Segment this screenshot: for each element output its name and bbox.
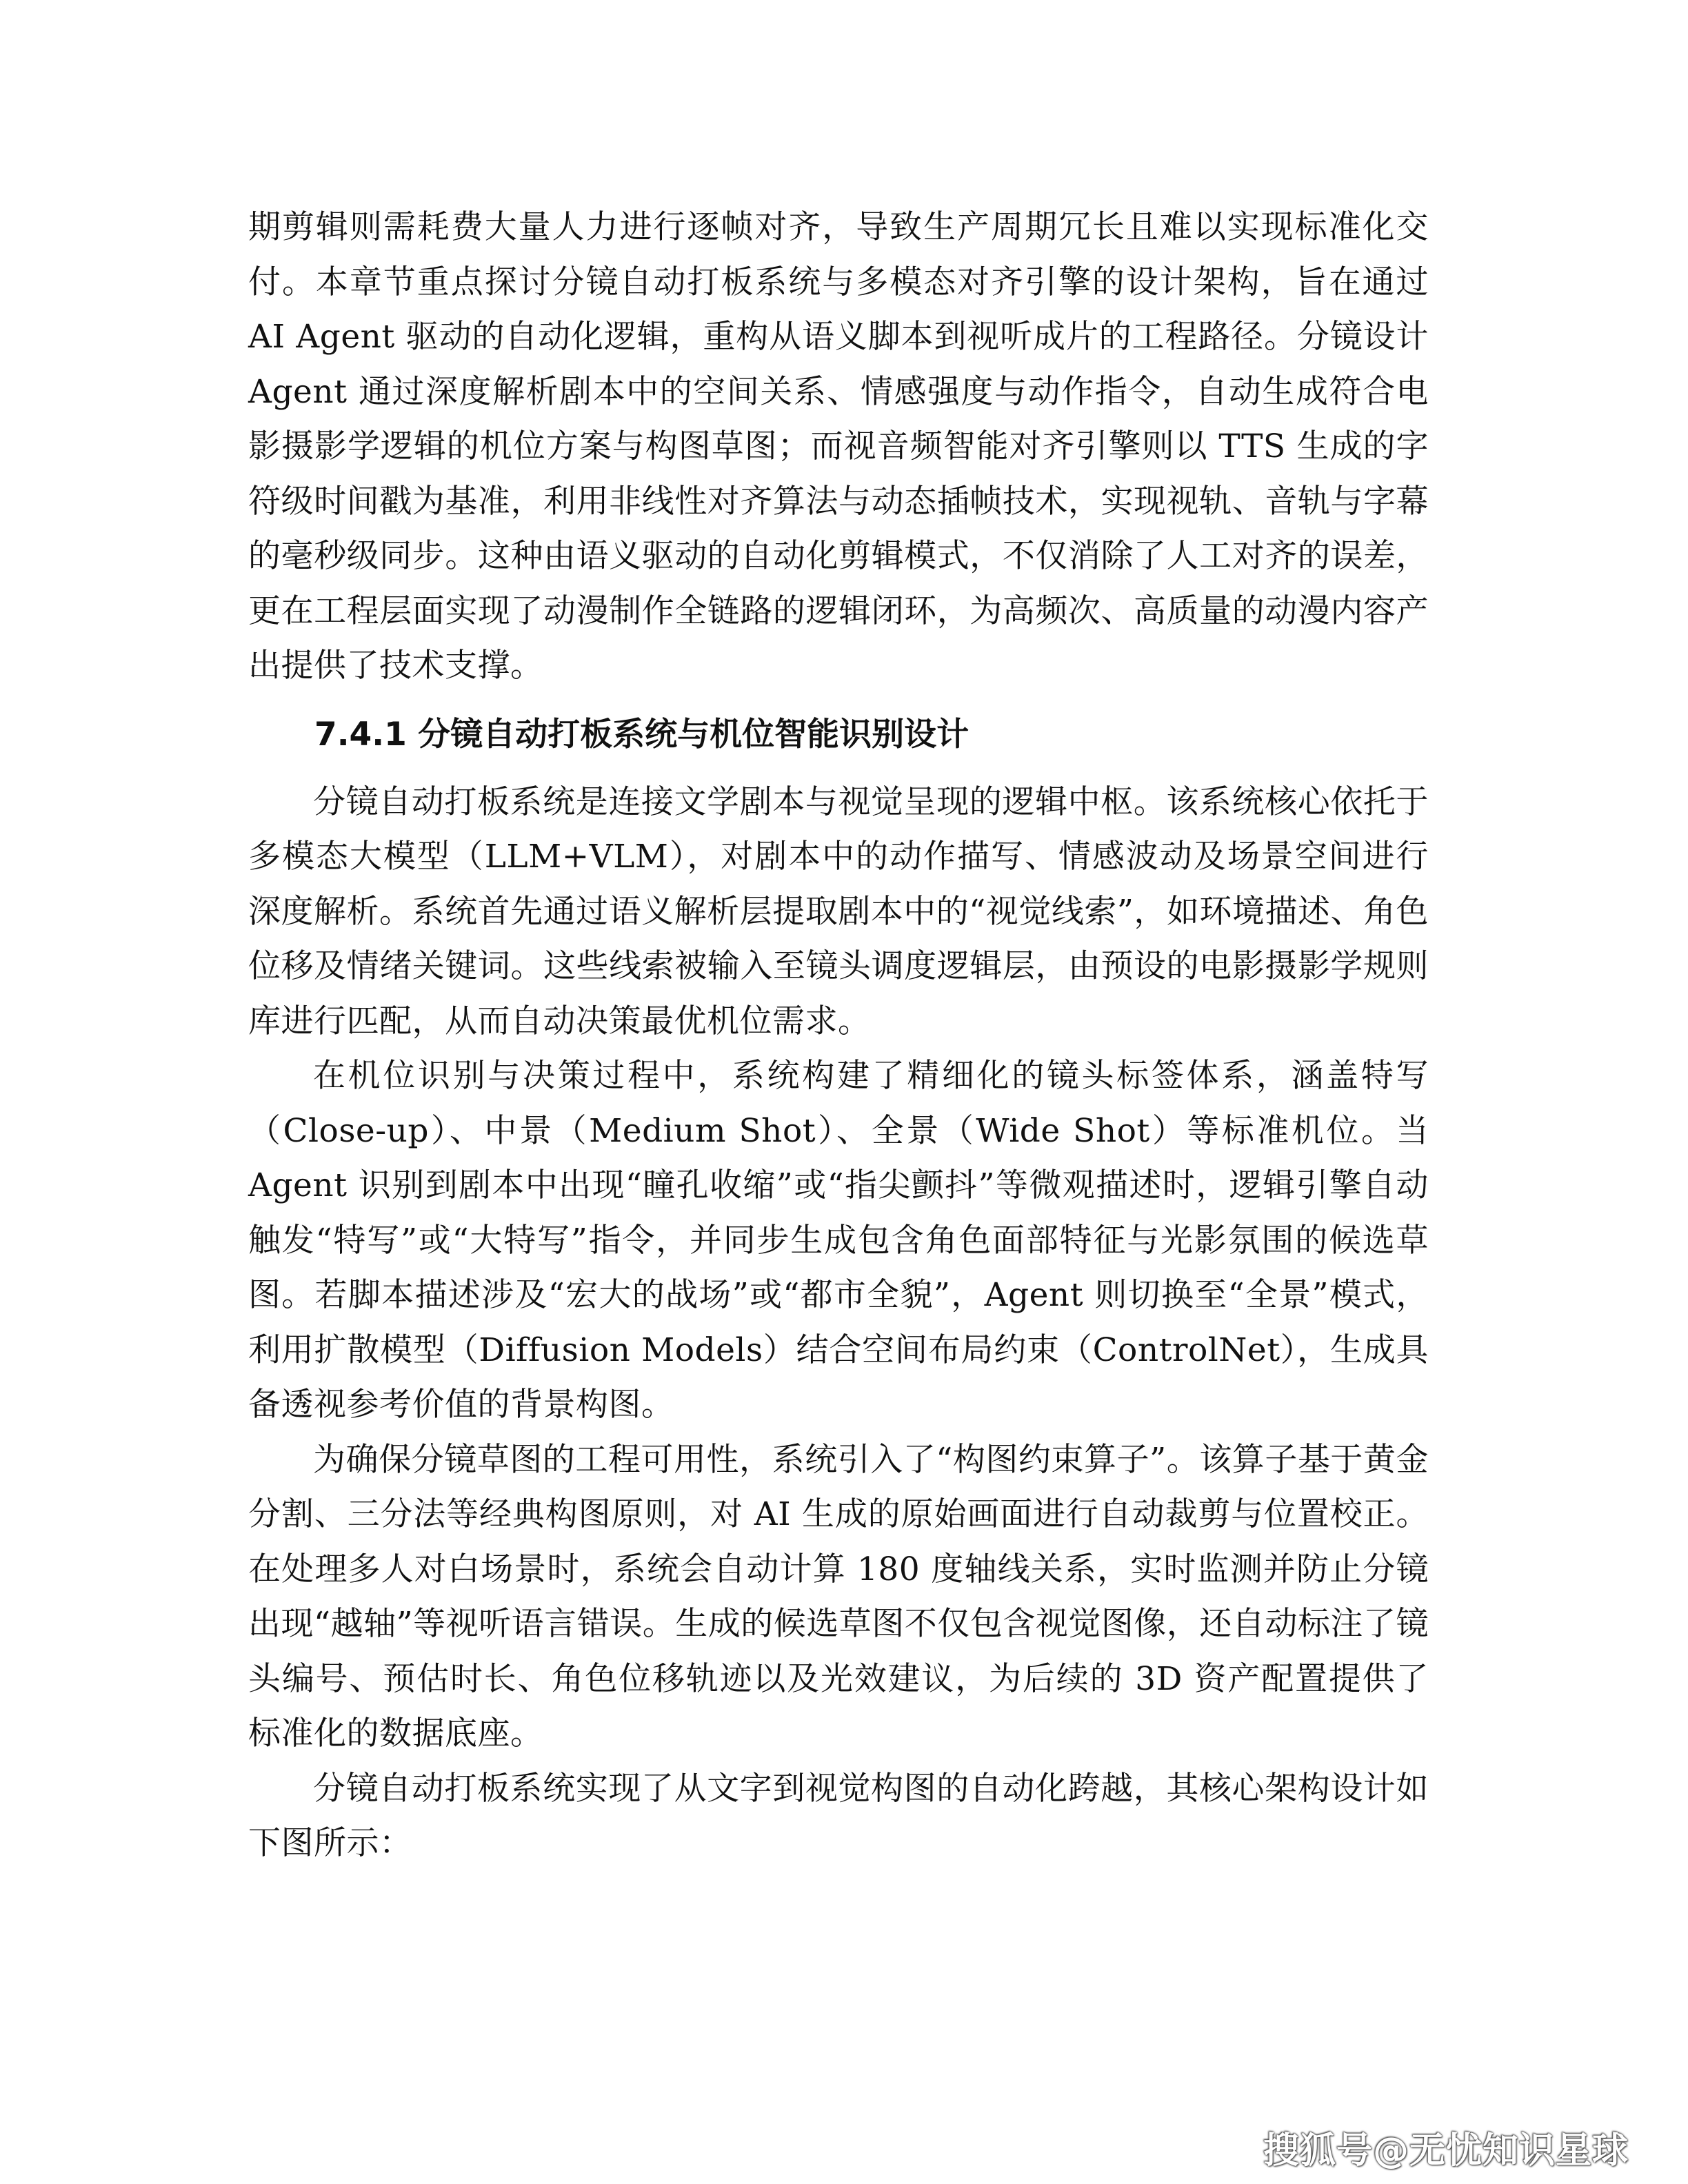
body-paragraph: 期剪辑则需耗费大量人力进行逐帧对齐，导致生产周期冗长且难以实现标准化交付。本章节重点探讨分镜自动打板系统与多模态对齐引擎的设计架构，旨在通过 AI Agent 驱动的自动化逻辑，重构从语义脚本到视听成片的工程路径。分镜设计 Agent 通过深度解析剧本中的空间关系、情感强度与动作指令，自动生成符合电影摄影学逻辑的机位方案与构图草图；而视音频智能对齐引擎则以 TTS 生成的字符级时间戳为基准，利用非线性对齐算法与动态插帧技术，实现视轨、音轨与字幕的毫秒级同步。这种由语义驱动的自动化剪辑模式，不仅消除了人工对齐的误差，更在工程层面实现了动漫制作全链路的逻辑闭环，为高频次、高质量的动漫内容产出提供了技术支撑。: [248, 208, 1429, 685]
body-paragraph: 分镜自动打板系统是连接文学剧本与视觉呈现的逻辑中枢。该系统核心依托于多模态大模型（LLM+VLM），对剧本中的动作描写、情感波动及场景空间进行深度解析。系统首先通过语义解析层提取剧本中的“视觉线索”，如环境描述、角色位移及情绪关键词。这些线索被输入至镜头调度逻辑层，由预设的电影摄影学规则库进行匹配，从而自动决策最优机位需求。: [248, 782, 1429, 1040]
watermark-text: 搜狐号@无忧知识星球: [1263, 2130, 1629, 2172]
body-paragraph: 分镜自动打板系统实现了从文字到视觉构图的自动化跨越，其核心架构设计如下图所示：: [248, 1769, 1429, 1862]
body-paragraph: 为确保分镜草图的工程可用性，系统引入了“构图约束算子”。该算子基于黄金分割、三分法等经典构图原则，对 AI 生成的原始画面进行自动裁剪与位置校正。在处理多人对白场景时，系统会自动计算 180 度轴线关系，实时监测并防止分镜出现“越轴”等视听语言错误。生成的候选草图不仅包含视觉图像，还自动标注了镜头编号、预估时长、角色位移轨迹以及光效建议，为后续的 3D 资产配置提供了标准化的数据底座。: [248, 1440, 1429, 1752]
document-page: [248, 200, 1429, 1871]
body-paragraph: 在机位识别与决策过程中，系统构建了精细化的镜头标签体系，涵盖特写（Close-up）、中景（Medium Shot）、全景（Wide Shot）等标准机位。当 Agent 识别到剧本中出现“瞳孔收缩”或“指尖颤抖”等微观描述时，逻辑引擎自动触发“特写”或“大特写”指令，并同步生成包含角色面部特征与光影氛围的候选草图。若脚本描述涉及“宏大的战场”或“都市全貌”，Agent 则切换至“全景”模式，利用扩散模型（Diffusion Models）结合空间布局约束（ControlNet），生成具备透视参考价值的背景构图。: [248, 1057, 1429, 1424]
section-heading: 7.4.1 分镜自动打板系统与机位智能识别设计: [314, 715, 969, 754]
